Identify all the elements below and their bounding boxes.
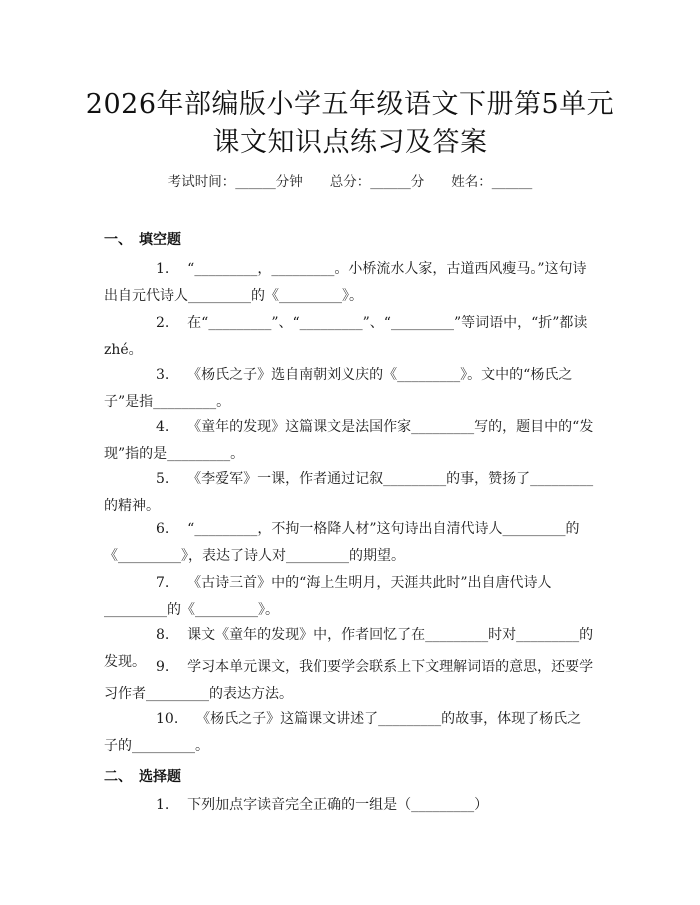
question-item: [104, 310, 594, 364]
question-text: 《李爱军》一课，作者通过记叙_________的事，赞扬了_________的精神。: [104, 471, 594, 514]
question-text: “_________，_________。小桥流水人家，古道西风瘦马。”这句诗出自元代诗人_________的《_________》。: [104, 261, 587, 304]
question-number: 6.: [156, 521, 170, 537]
question-text: 《杨氏之子》选自南朝刘义庆的《_________》。文中的“杨氏之子”是指_________。: [104, 367, 573, 410]
section-heading-multiple-choice: 二、 选择题: [104, 769, 181, 785]
question-text: “_________，不拘一格降人材”这句诗出自清代诗人_________的《_________》，表达了诗人对_________的期望。: [104, 521, 580, 564]
question-text: 《古诗三首》中的“海上生明月，天涯共此时”出自唐代诗人_________的《_________》。: [104, 575, 552, 618]
question-number: 1.: [156, 797, 170, 813]
document-title-line1: 2026年部编版小学五年级语文下册第5单元: [85, 89, 615, 120]
question-number: 10.: [156, 711, 179, 727]
question-number: 5.: [156, 471, 170, 487]
section-heading-fill-blank: 一、 填空题: [104, 232, 181, 248]
question-number: 3.: [156, 367, 170, 383]
question-item: [104, 516, 594, 570]
question-item: [104, 570, 594, 624]
question-text: 在“_________”、“_________”、“_________”等词语中，“折”都读 zhé。: [104, 315, 588, 358]
question-item: [104, 792, 594, 819]
question-number: 4.: [156, 419, 170, 435]
question-text: 《杨氏之子》这篇课文讲述了_________的故事，体现了杨氏之子的_________。: [104, 711, 582, 754]
question-number: 9.: [156, 659, 170, 675]
question-text: 学习本单元课文，我们要学会联系上下文理解词语的意思，还要学习作者_________的表达方法。: [104, 659, 594, 702]
question-item: [104, 654, 594, 708]
question-item: [104, 706, 594, 760]
question-text: 课文《童年的发现》中，作者回忆了在_________时对_________的发现。: [104, 627, 594, 670]
question-item: [104, 414, 594, 468]
question-text: 下列加点字读音完全正确的一组是（_________）: [187, 797, 489, 813]
question-number: 7.: [156, 575, 170, 591]
document-title-line2: 课文知识点练习及答案: [212, 127, 488, 158]
question-item: [104, 362, 594, 416]
exam-info: 考试时间：______分钟 总分：______分 姓名：______: [167, 174, 533, 190]
question-item: [104, 256, 594, 310]
question-number: 1.: [156, 261, 170, 277]
question-number: 8.: [156, 627, 170, 643]
question-item: [104, 466, 594, 520]
question-text: 《童年的发现》这篇课文是法国作家_________写的，题目中的“发现”指的是_________。: [104, 419, 594, 462]
question-number: 2.: [156, 315, 170, 331]
